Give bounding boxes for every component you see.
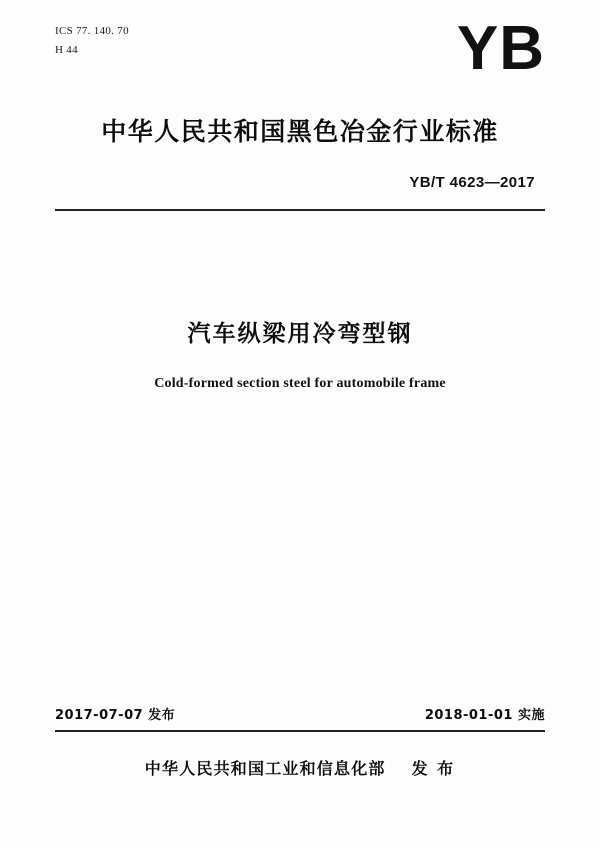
document-title-cn: 汽车纵梁用冷弯型钢 (187, 321, 413, 347)
top-divider-rule (55, 209, 545, 211)
standard-number: YB/T 4623—2017 (409, 174, 535, 191)
document-title-en: Cold-formed section steel for automobile frame (154, 376, 446, 391)
dates-row (55, 704, 545, 723)
standard-series-title: 中华人民共和国黑色冶金行业标准 (101, 117, 499, 146)
yb-logo: YB (456, 14, 545, 83)
implement-date: 2018-01-01 实施 (424, 708, 545, 723)
cover-header (55, 14, 545, 98)
bottom-divider-rule (55, 730, 545, 732)
ics-classification-block (55, 22, 129, 60)
publisher-name: 中华人民共和国工业和信息化部 (144, 759, 386, 778)
classification-code: H 44 (55, 44, 78, 56)
cover-content (55, 14, 545, 818)
publisher-line (55, 756, 545, 779)
title-area (55, 315, 545, 392)
publisher-issue-label: 发 布 (411, 759, 456, 778)
ics-code: ICS 77. 140. 70 (55, 25, 129, 37)
release-date: 2017-07-07 发布 (55, 708, 176, 723)
